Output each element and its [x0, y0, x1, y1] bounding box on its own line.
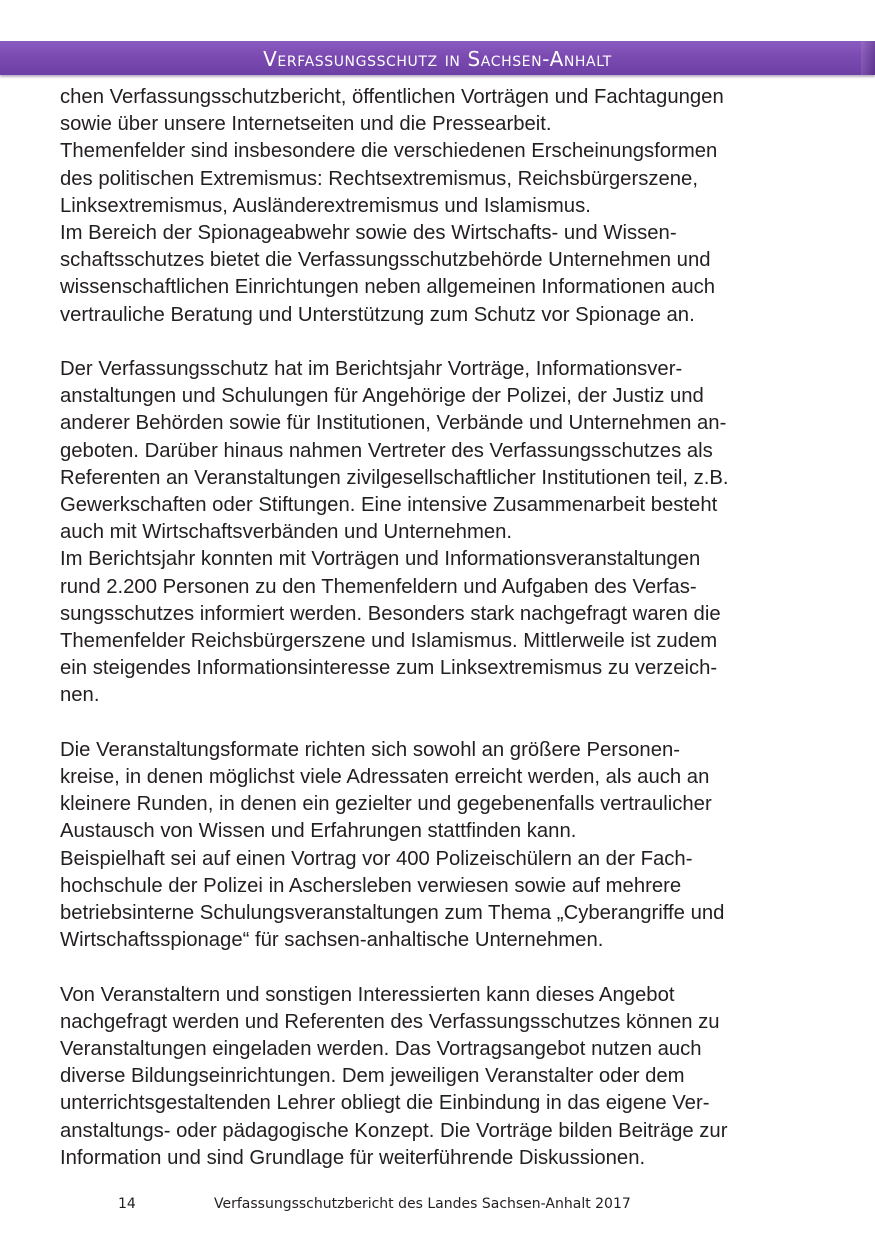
text-line: Im Bereich der Spionageabwehr sowie des Wirtschafts- und Wissen-: [60, 222, 677, 245]
footer-title: Verfassungsschutzbericht des Landes Sachsen-Anhalt 2017: [214, 1196, 631, 1212]
text-line: unterrichtsgestaltenden Lehrer obliegt die Einbindung in das eigene Ver-: [60, 1092, 710, 1115]
text-line: Gewerkschaften oder Stiftungen. Eine intensive Zusammenarbeit besteht: [60, 494, 718, 517]
text-line: kreise, in denen möglichst viele Adressaten erreicht werden, als auch an: [60, 766, 710, 789]
text-line: Wirtschaftsspionage“ für sachsen-anhaltische Unternehmen.: [60, 929, 604, 952]
paragraph: [60, 84, 822, 329]
text-line: wissenschaftlichen Einrichtungen neben allgemeinen Informationen auch: [60, 276, 716, 299]
text-line: ein steigendes Informationsinteresse zum Linksextremismus zu verzeich-: [60, 657, 718, 680]
text-line: Themenfelder sind insbesondere die verschiedenen Erscheinungsformen: [60, 140, 718, 163]
text-line: Der Verfassungsschutz hat im Berichtsjahr Vorträge, Informationsver-: [60, 358, 683, 381]
text-line: anstaltungen und Schulungen für Angehörige der Polizei, der Justiz und: [60, 385, 704, 408]
text-line: anderer Behörden sowie für Institutionen, Verbände und Unternehmen an-: [60, 412, 727, 435]
text-line: vertrauliche Beratung und Unterstützung zum Schutz vor Spionage an.: [60, 303, 695, 326]
text-line: chen Verfassungsschutzbericht, öffentlichen Vorträgen und Fachtagungen: [60, 86, 724, 108]
text-line: geboten. Darüber hinaus nahmen Vertreter des Verfassungsschutzes als: [60, 439, 713, 462]
page-footer: [0, 1196, 875, 1220]
text-line: Themenfelder Reichsbürgerszene und Islamismus. Mittlerweile ist zudem: [60, 630, 718, 653]
text-line: auch mit Wirtschaftsverbänden und Unternehmen.: [60, 521, 513, 544]
text-line: sowie über unsere Internetseiten und die Pressearbeit.: [60, 113, 552, 136]
text-line: rund 2.200 Personen zu den Themenfeldern und Aufgaben des Verfas-: [60, 575, 697, 598]
text-line: Linksextremismus, Ausländerextremismus und Islamismus.: [60, 194, 591, 217]
text-line: Veranstaltungen eingeladen werden. Das Vortragsangebot nutzen auch: [60, 1038, 702, 1061]
text-line: Beispielhaft sei auf einen Vortrag vor 400 Polizeischülern an der Fach-: [60, 847, 693, 870]
text-line: Von Veranstaltern und sonstigen Interessierten kann dieses Angebot: [60, 983, 675, 1006]
text-line: Im Berichtsjahr konnten mit Vorträgen und Informationsveranstaltungen: [60, 548, 701, 571]
text-line: diverse Bildungseinrichtungen. Dem jeweiligen Veranstalter oder dem: [60, 1065, 685, 1088]
text-line: hochschule der Polizei in Aschersleben verwiesen sowie auf mehrere: [60, 874, 682, 897]
text-line: Die Veranstaltungsformate richten sich sowohl an größere Personen-: [60, 738, 681, 761]
text-line: sungsschutzes informiert werden. Besonders stark nachgefragt waren die: [60, 602, 721, 625]
text-line: nachgefragt werden und Referenten des Verfassungsschutzes können zu: [60, 1010, 720, 1033]
text-line: nen.: [60, 684, 100, 707]
text-line: kleinere Runden, in denen ein gezielter und gegebenenfalls vertraulicher: [60, 793, 712, 816]
paragraph: [60, 982, 822, 1172]
paragraph: [60, 737, 822, 955]
text-line: schaftsschutzes bietet die Verfassungsschutzbehörde Unternehmen und: [60, 249, 711, 272]
text-line: des politischen Extremismus: Rechtsextremismus, Reichsbürgerszene,: [60, 167, 698, 190]
text-line: betriebsinterne Schulungsveranstaltungen zum Thema „Cyberangriffe und: [60, 902, 725, 925]
page-number: 14: [118, 1196, 136, 1212]
text-line: Information und sind Grundlage für weiterführende Diskussionen.: [60, 1146, 646, 1169]
section-header-title: Verfassungsschutz in Sachsen-Anhalt: [263, 47, 612, 71]
text-line: Austausch von Wissen und Erfahrungen stattfinden kann.: [60, 820, 577, 843]
body-text: [60, 84, 822, 1199]
text-line: Referenten an Veranstaltungen zivilgesellschaftlicher Institutionen teil, z.B.: [60, 466, 729, 489]
text-line: anstaltungs- oder pädagogische Konzept. Die Vorträge bilden Beiträge zur: [60, 1119, 728, 1142]
section-header-bar: [0, 41, 875, 75]
paragraph: [60, 356, 822, 710]
